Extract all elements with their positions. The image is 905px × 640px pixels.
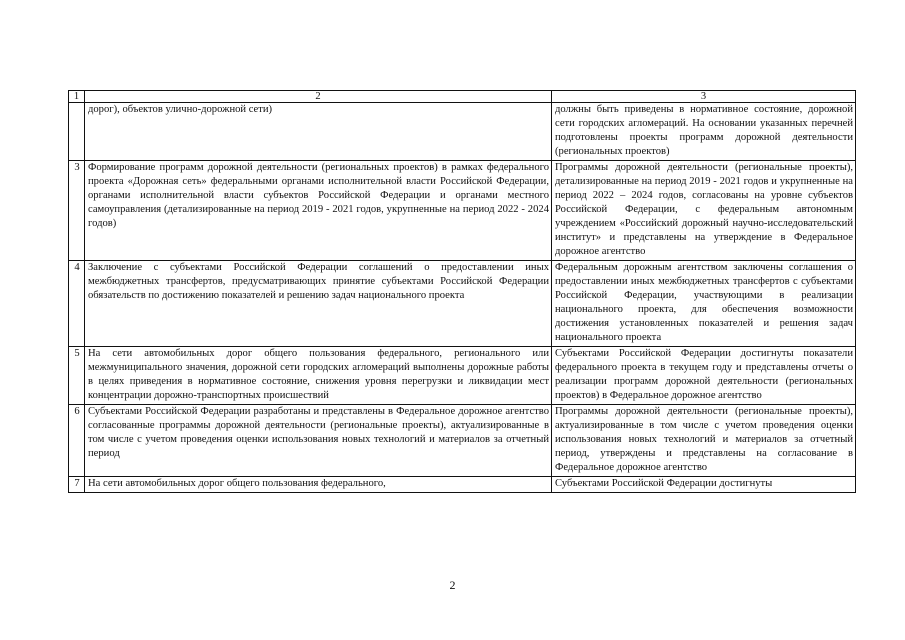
row-number: 3 <box>69 161 85 261</box>
result-cell: Программы дорожной деятельности (региональные проекты), актуализированные в том числе с учетом проведения оценки использования новых технологий и материалов за отчетный период, утверждены и представлены на согласование в Федеральное дорожное агентство <box>552 405 856 477</box>
result-cell: Программы дорожной деятельности (региональные проекты), детализированные на период 2019 - 2021 годов и укрупненные на период 2022 – 2024 годов, согласованы на уровне субъектов Российской Федерации, с федеральным автономным учреждением «Российский дорожный научно-исследовательский институт» и представлены на утверждение в Федеральное дорожное агентство <box>552 161 856 261</box>
result-cell: Субъектами Российской Федерации достигнуты показатели федерального проекта в текущем году и представлены отчеты о реализации программ дорожной деятельности (региональных проектов) в Федеральное дорожное агентство <box>552 347 856 405</box>
measure-cell: На сети автомобильных дорог общего пользования федерального, <box>85 477 552 493</box>
measures-table <box>68 90 856 493</box>
table-row <box>69 161 856 261</box>
result-cell: Субъектами Российской Федерации достигнуты <box>552 477 856 493</box>
header-cell-2: 2 <box>85 91 552 103</box>
header-cell-1: 1 <box>69 91 85 103</box>
result-cell: должны быть приведены в нормативное состояние, дорожной сети городских агломераций. На основании указанных перечней подготовлены проекты программ дорожной деятельности (региональных проектов) <box>552 103 856 161</box>
result-cell: Федеральным дорожным агентством заключены соглашения о предоставлении иных межбюджетных трансфертов с субъектами Российской Федерации, участвующими в реализации национального проекта, для обеспечения возможности достижения установленных показателей и решения задач национального проекта <box>552 261 856 347</box>
table-row <box>69 405 856 477</box>
measure-cell: Субъектами Российской Федерации разработаны и представлены в Федеральное дорожное агентство согласованные программы дорожной деятельности (региональные проекты), актуализированные в том числе с учетом проведения оценки использования новых технологий и материалов за отчетный период <box>85 405 552 477</box>
measure-cell: дорог), объектов улично-дорожной сети) <box>85 103 552 161</box>
row-number: 4 <box>69 261 85 347</box>
measure-cell: Формирование программ дорожной деятельности (региональных проектов) в рамках федерального проекта «Дорожная сеть» федеральными органами исполнительной власти Российской Федерации, органами исполнительной власти субъектов Российской Федерации и органами местного самоуправления (детализированные на период 2019 - 2021 годов, укрупненные на период 2022 - 2024 годов) <box>85 161 552 261</box>
table-row <box>69 103 856 161</box>
table-row <box>69 477 856 493</box>
row-number: 7 <box>69 477 85 493</box>
table-header-row <box>69 91 856 103</box>
measure-cell: На сети автомобильных дорог общего пользования федерального, регионального или межмуниципального значения, дорожной сети городских агломераций выполнены дорожные работы в целях приведения в нормативное состояние, снижения уровня перегрузки и ликвидации мест концентрации дорожно-транспортных происшествий <box>85 347 552 405</box>
table-row <box>69 347 856 405</box>
page-number: 2 <box>449 578 456 592</box>
table-row <box>69 261 856 347</box>
row-number <box>69 103 85 161</box>
row-number: 5 <box>69 347 85 405</box>
row-number: 6 <box>69 405 85 477</box>
header-cell-3: 3 <box>552 91 856 103</box>
measure-cell: Заключение с субъектами Российской Федерации соглашений о предоставлении иных межбюджетных трансфертов, предусматривающих принятие субъектами Российской Федерации обязательств по достижению показателей и решению задач национального проекта <box>85 261 552 347</box>
